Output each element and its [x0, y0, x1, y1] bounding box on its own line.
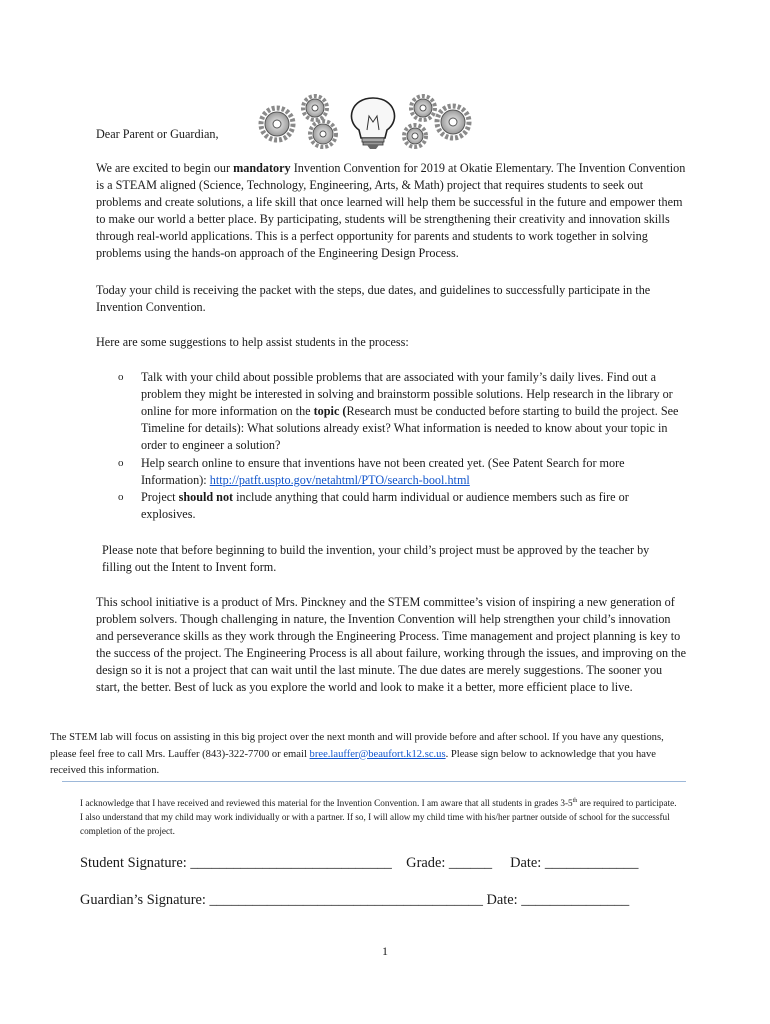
- intro-paragraph: We are excited to begin our mandatory Invention Convention for 2019 at Okatie Elementary. The Invention Convention is a STEAM aligned (Science, Technology, Engineering, Arts, & Math) project that requires students to seek out problems and create solutions, a life skill that once learned will help them be successful in the future and empower them to make our world a better place. By participating, students will be strengthening their creativity and innovation skills through real-world applications. This is a perfect opportunity for parents and students to work together in solving problems using the hands-on approach of the Engineering Design Process.: [96, 161, 686, 260]
- gear-icon: [310, 121, 336, 147]
- lightbulb-icon: [351, 98, 394, 149]
- gear-icon: [411, 96, 435, 120]
- suggestions-heading: Here are some suggestions to help assist students in the process:: [96, 335, 409, 349]
- divider: [62, 781, 686, 782]
- bullet-marker: o: [118, 457, 124, 469]
- list-item: Project should not include anything that could harm individual or audience members such as fire or explosives.: [141, 490, 629, 521]
- gear-icon: [261, 108, 293, 140]
- contact-paragraph: The STEM lab will focus on assisting in this big project over the next month and will provide before and after school. If you have any questions, please feel free to call Mrs. Lauffer (843)-322-7700 or email bree.lauffer@beaufort.k12.sc.us. Please sign below to acknowledge that you have received this information.: [50, 732, 664, 776]
- student-signature-line[interactable]: Student Signature: ____________________________ Grade: ______ Date: _____________: [80, 855, 639, 871]
- list-item: Talk with your child about possible problems that are associated with your family’s daily lives. Find out a problem they might be interested in solving and brainstorm possible solutions. Help research in the library or online for more information on the topic (Research must be conducted before starting to build the project. See Timeline for details): What solutions already exist? What information is needed to know about your topic in order to engineer a solution?: [141, 370, 679, 452]
- approval-paragraph: Please note that before beginning to build the invention, your child’s project must be approved by the teacher by filling out the Intent to Invent form.: [102, 543, 650, 574]
- gear-icon: [437, 106, 469, 138]
- bullet-marker: o: [118, 371, 124, 383]
- acknowledgement-text: I acknowledge that I have received and reviewed this material for the Invention Convention. I am aware that all students in grades 3-5th are required to participate. I also understand that my child may work individually or with a partner. If so, I will allow my child time with his/her partner outside of school for the successful completion of the project.: [80, 798, 677, 837]
- initiative-paragraph: This school initiative is a product of Mrs. Pinckney and the STEM committee’s vision of inspiring a new generation of problem solvers. Though challenging in nature, the Invention Convention will help strengthen your child’s innovation and perseverance skills as they work through the Engineering Process. Time management and project planning is key to the success of the project. The Engineering Process is all about failure, working through the issues, and improving on the design so it is not a project that can wait until the last minute. The due dates are merely suggestions. The sooner you start, the better. Best of luck as you explore the world and look to make it a better, more efficient place to live.: [96, 595, 687, 694]
- page-number: 1: [382, 944, 388, 958]
- gears-lightbulb-illustration: [255, 92, 490, 150]
- packet-paragraph: Today your child is receiving the packet with the steps, due dates, and guidelines to successfully participate in the Invention Convention.: [96, 283, 651, 314]
- gear-icon: [303, 96, 327, 120]
- gear-icon: [404, 125, 426, 147]
- salutation: Dear Parent or Guardian,: [96, 127, 219, 141]
- bullet-marker: o: [118, 491, 124, 503]
- list-item: Help search online to ensure that inventions have not been created yet. (See Patent Search for more Information): http://patft.uspto.gov/netahtml/PTO/search-bool.html: [141, 456, 625, 487]
- guardian-signature-line[interactable]: Guardian’s Signature: ______________________________________ Date: _______________: [80, 892, 630, 908]
- emphasis-mandatory: mandatory: [233, 161, 291, 175]
- email-link[interactable]: bree.lauffer@beaufort.k12.sc.us: [309, 748, 446, 760]
- patent-search-link[interactable]: http://patft.uspto.gov/netahtml/PTO/search-bool.html: [209, 473, 470, 487]
